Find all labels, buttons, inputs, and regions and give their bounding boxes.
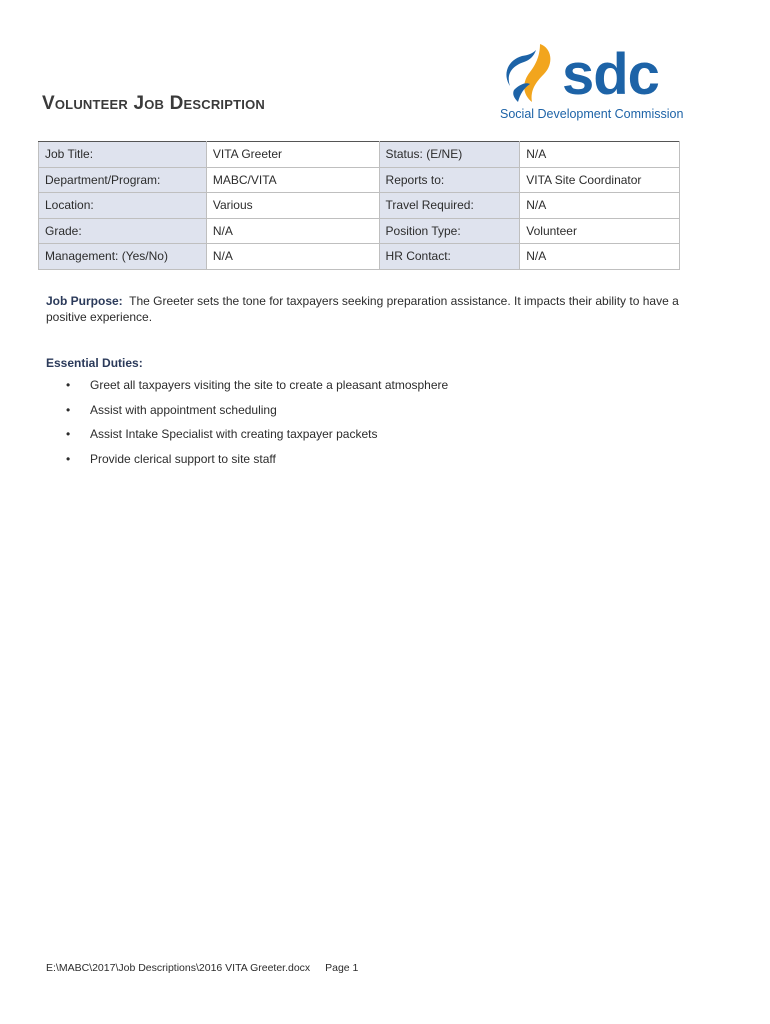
field-value: N/A	[206, 218, 379, 244]
footer-page-number: Page 1	[325, 962, 359, 974]
field-label: Status: (E/NE)	[379, 142, 520, 168]
field-value: MABC/VITA	[206, 167, 379, 193]
duty-text: Assist Intake Specialist with creating taxpayer packets	[90, 427, 378, 441]
job-purpose-text: The Greeter sets the tone for taxpayers seeking preparation assistance. It impacts their ability to have a positive experience.	[46, 294, 679, 324]
sdc-logo	[500, 38, 690, 124]
duty-text: Provide clerical support to site staff	[90, 451, 276, 466]
field-value: N/A	[206, 244, 379, 270]
field-label: Job Title:	[39, 142, 207, 168]
field-label: Grade:	[39, 218, 207, 244]
field-label: Location:	[39, 193, 207, 219]
bullet-icon: •	[66, 378, 71, 392]
logo-wordmark: sdc	[562, 42, 659, 107]
field-value: N/A	[520, 244, 680, 270]
bullet-icon: •	[66, 402, 71, 417]
field-label: Reports to:	[379, 167, 520, 193]
logo-subtitle: Social Development Commission	[500, 107, 684, 121]
job-info-table	[38, 141, 680, 270]
list-item	[46, 452, 448, 477]
footer-file-path: E:\MABC\2017\Job Descriptions\2016 VITA Greeter.docx	[46, 962, 311, 974]
field-value: N/A	[520, 142, 680, 168]
footer	[46, 962, 358, 974]
job-purpose-label: Job Purpose:	[46, 294, 123, 308]
logo-swirl-icon	[500, 38, 560, 108]
essential-duties-heading: Essential Duties:	[46, 356, 143, 370]
job-purpose	[46, 293, 706, 325]
duty-text: Assist with appointment scheduling	[90, 402, 277, 417]
field-label: Management: (Yes/No)	[39, 244, 207, 270]
bullet-icon: •	[66, 427, 71, 441]
essential-duties-list	[46, 378, 448, 476]
list-item	[46, 403, 448, 428]
list-item	[46, 427, 448, 452]
table-row	[39, 193, 680, 219]
field-label: Travel Required:	[379, 193, 520, 219]
field-value: VITA Greeter	[206, 142, 379, 168]
field-label: HR Contact:	[379, 244, 520, 270]
table-row	[39, 167, 680, 193]
field-value: N/A	[520, 193, 680, 219]
field-value: Volunteer	[520, 218, 680, 244]
duty-text: Greet all taxpayers visiting the site to create a pleasant atmosphere	[90, 378, 449, 392]
field-label: Position Type:	[379, 218, 520, 244]
table-row	[39, 244, 680, 270]
page-title: Volunteer Job Description	[42, 93, 265, 114]
table-row	[39, 218, 680, 244]
bullet-icon: •	[66, 451, 71, 466]
field-value: Various	[206, 193, 379, 219]
table-row	[39, 142, 680, 168]
list-item	[46, 378, 448, 403]
field-value: VITA Site Coordinator	[520, 167, 680, 193]
field-label: Department/Program:	[39, 167, 207, 193]
